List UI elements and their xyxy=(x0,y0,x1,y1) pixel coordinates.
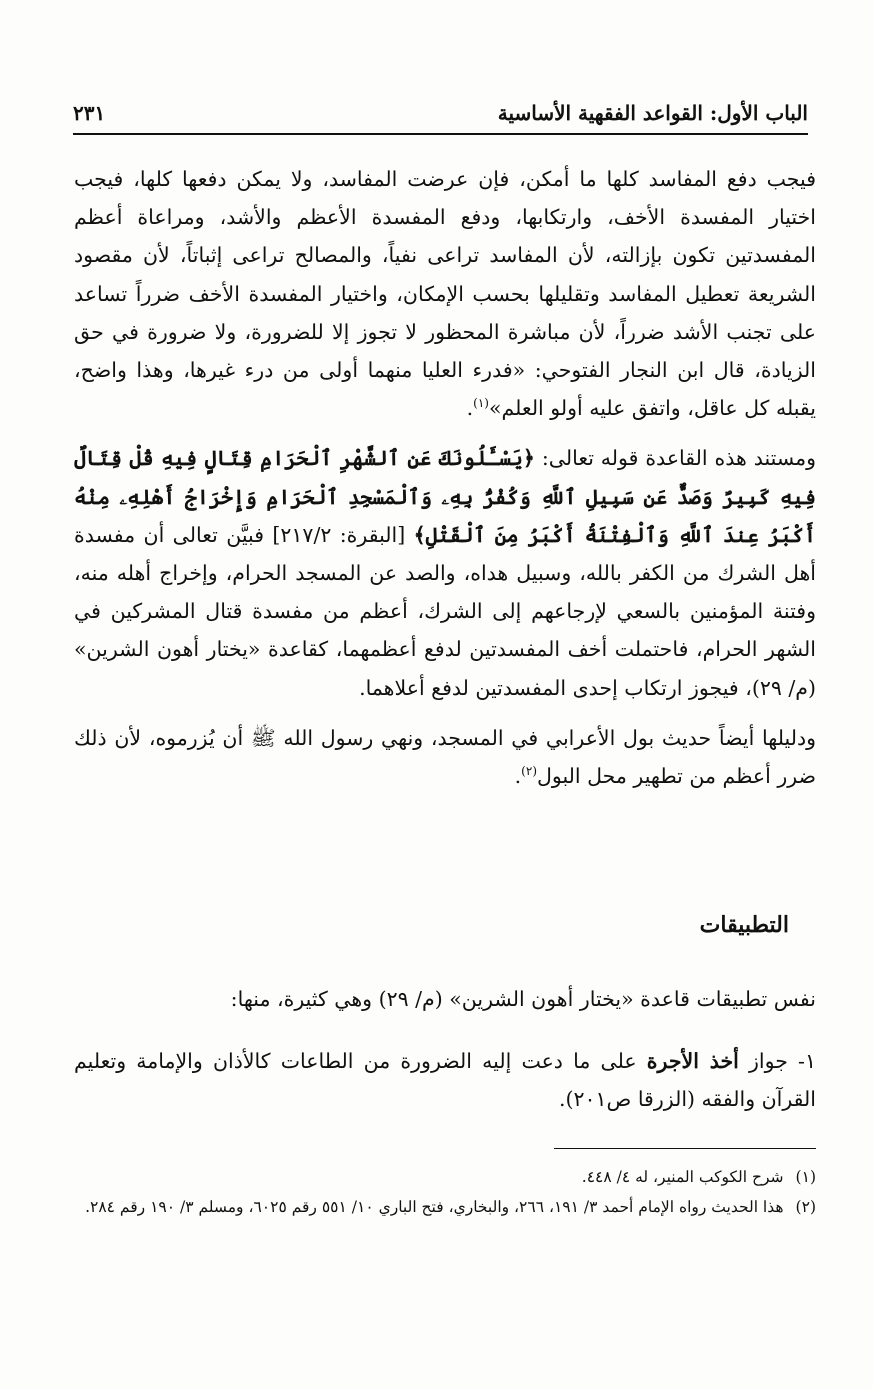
page-header xyxy=(73,95,808,135)
section-title: التطبيقات xyxy=(699,912,789,938)
paragraph-1 xyxy=(74,160,816,427)
application-item-1-rest: على ما دعت إليه الضرورة من الطاعات كالأذان والإمامة وتعليم القرآن والفقه (الزرقا ص٢٠١). xyxy=(74,1049,816,1111)
paragraph-2-lead: ومستند هذه القاعدة قوله تعالى: xyxy=(534,446,816,471)
footnote-divider xyxy=(554,1148,816,1149)
footnote-2 xyxy=(74,1192,816,1222)
footnote-text: شرح الكوكب المنير، له ٤/ ٤٤٨. xyxy=(581,1168,784,1186)
quran-verse: ﴿يَسْـَٔلُونَكَ عَنِ ٱلشَّهْرِ ٱلْحَرَامِ قِتَالٍ فِيهِ قُلْ قِتَالٌ فِيهِ كَبِيرٌ وَصَدٌّ عَن سَبِيلِ ٱللَّهِ وَكُفْرٌۢ بِهِۦ وَٱلْمَسْجِدِ ٱلْحَرَامِ وَإِخْرَاجُ أَهْلِهِۦ مِنْهُ أَكْبَرُ عِندَ ٱللَّهِ وَٱلْفِتْنَةُ أَكْبَرُ مِنَ ٱلْقَتْلِ﴾ xyxy=(74,446,816,547)
footnotes xyxy=(74,1162,816,1222)
paragraph-3-text: ودليلها أيضاً حديث بول الأعرابي في المسجد، ونهي رسول الله ﷺ أن يُزرموه، لأن ذلك ضرر أعظم من تطهير محل البول xyxy=(74,725,816,789)
page-number: ٢٣١ xyxy=(73,101,106,125)
paragraph-1-end: . xyxy=(466,396,474,421)
paragraph-3-end: . xyxy=(514,764,522,789)
footnote-text: هذا الحديث رواه الإمام أحمد ٣/ ١٩١، ٢٦٦، والبخاري، فتح الباري ١٠/ ٥٥١ رقم ٦٠٢٥، ومسلم ٣/ ١٩٠ رقم ٢٨٤. xyxy=(85,1198,784,1216)
paragraph-1-text: فيجب دفع المفاسد كلها ما أمكن، فإن عرضت المفاسد، ولا يمكن دفعها كلها، فيجب اختيار المفسدة الأخف، وارتكابها، ودفع المفسدة الأعظم والأشد، ومراعاة أعظم المفسدتين تكون بإزالته، لأن المفاسد تراعى نفياً، والمصالح تراعى إثباتاً، لأن مقصود الشريعة تعطيل المفاسد وتقليلها بحسب الإمكان، واختيار المفسدة الأخف ضرراً تساعد على تجنب الأشد ضرراً، لأن مباشرة المحظور لا تجوز إلا للضرورة، ولا ضرورة في حق الزيادة، قال ابن النجار الفتوحي: «فدرء العليا منهما أولى من درء غيرها، وهذا واضح، يقبله كل عاقل، واتفق عليه أولو العلم» xyxy=(74,167,816,421)
footnote-number: (١) xyxy=(795,1168,816,1186)
footnote-ref-1: (١) xyxy=(473,396,489,411)
application-item-1 xyxy=(74,1042,816,1118)
application-item-1-lead: ١- جواز xyxy=(738,1049,816,1073)
application-item-1-bold: أخذ الأجرة xyxy=(646,1049,739,1073)
paragraph-2 xyxy=(74,439,816,706)
footnote-ref-2: (٢) xyxy=(521,764,537,779)
main-text xyxy=(74,160,816,795)
footnote-1 xyxy=(74,1162,816,1192)
footnote-number: (٢) xyxy=(795,1198,816,1216)
running-title: الباب الأول: القواعد الفقهية الأساسية xyxy=(497,101,808,125)
paragraph-2-rest: [البقرة: ٢١٧/٢] فبيَّن تعالى أن مفسدة أهل الشرك من الكفر بالله، وسبيل هداه، والصد عن المسجد الحرام، وإخراج أهله منه، وفتنة المؤمنين بالسعي لإرجاعهم إلى الشرك، أعظم من مفسدة قتال المشركين في الشهر الحرام، فاحتملت أخف المفسدتين لدفع أعظمهما، كقاعدة «يختار أهون الشرين» (م/ ٢٩)، فيجوز ارتكاب إحدى المفسدتين لدفع أعلاهما. xyxy=(74,522,816,700)
paragraph-3 xyxy=(74,719,816,795)
applications-intro: نفس تطبيقات قاعدة «يختار أهون الشرين» (م/ ٢٩) وهي كثيرة، منها: xyxy=(230,987,816,1011)
